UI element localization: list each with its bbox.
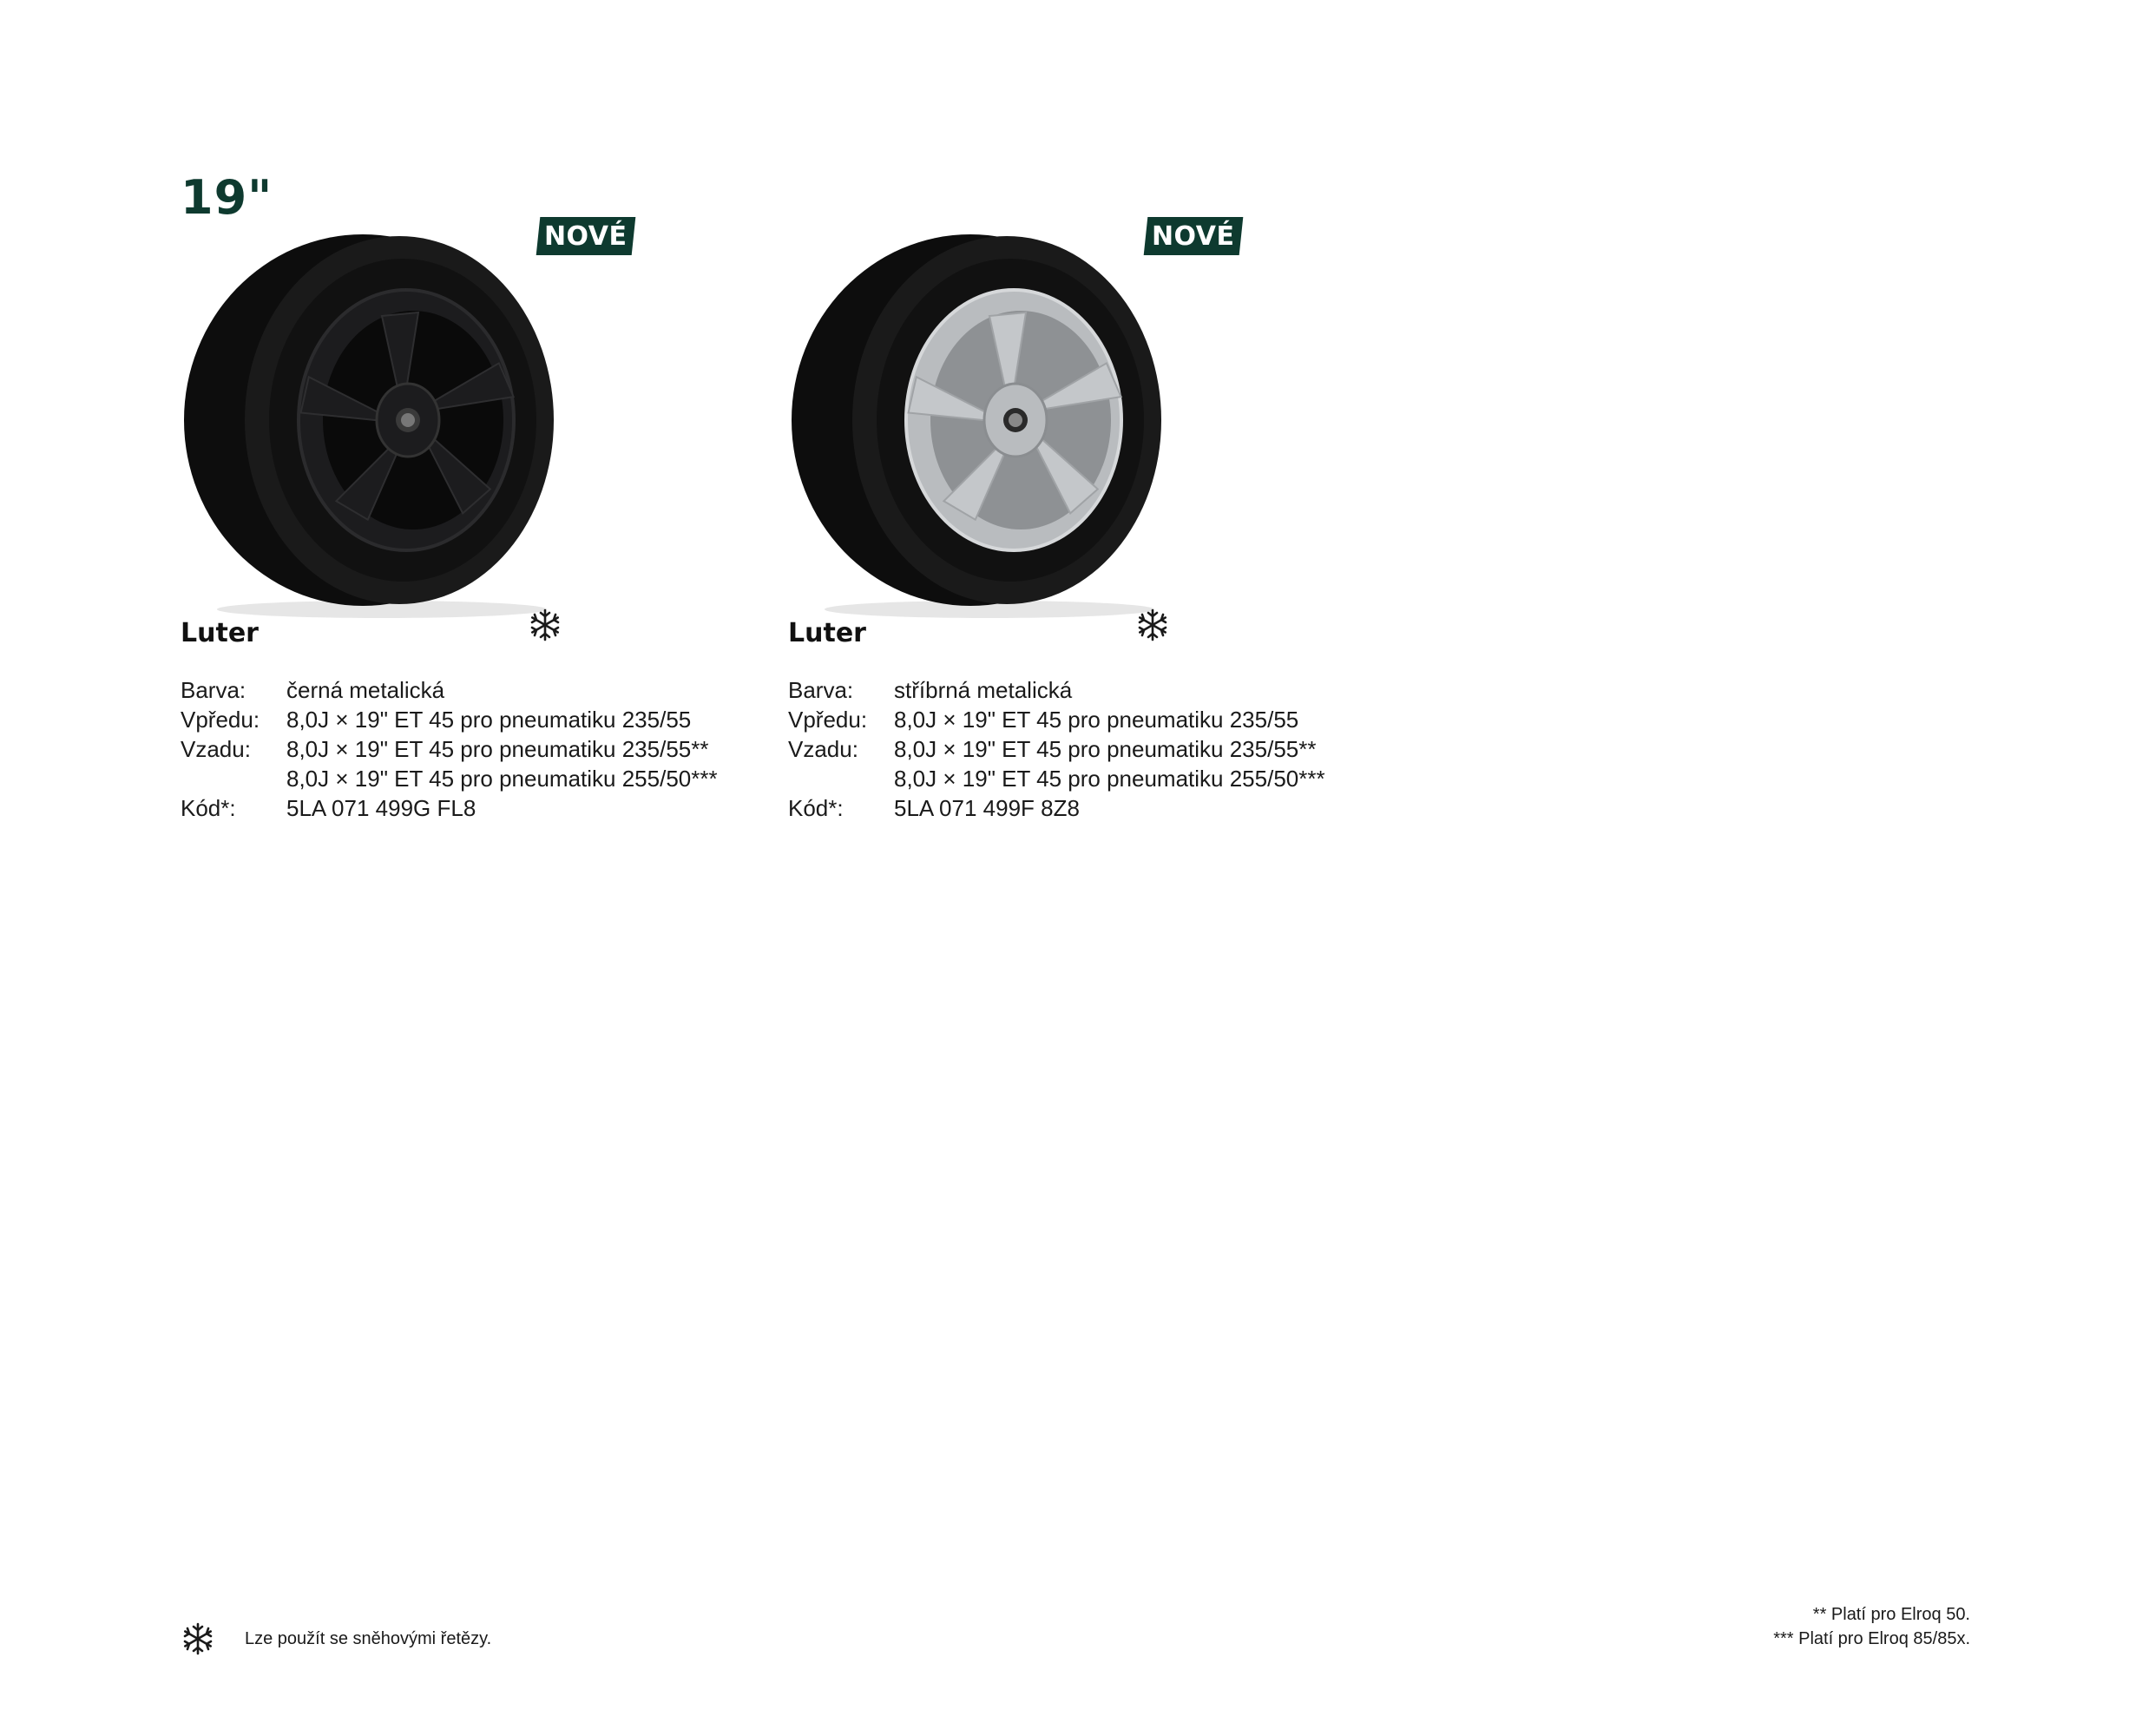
wheel-card-silver [788, 217, 1378, 825]
footnotes [1773, 1602, 1970, 1651]
spec-row-code: Kód*: 5LA 071 499F 8Z8 [788, 795, 1080, 821]
wheel-image [788, 224, 1170, 625]
spec-row-color: Barva: stříbrná metalická [788, 677, 1073, 703]
spec-row-color: Barva: černá metalická [181, 677, 445, 703]
footnote-double-star: ** Platí pro Elroq 50. [1812, 1605, 1970, 1624]
legend [181, 1621, 491, 1656]
legend-text: Lze použít se sněhovými řetězy. [245, 1628, 492, 1648]
wheel-card-black [181, 217, 771, 825]
wheel-name: Luter [788, 618, 866, 648]
spec-list [788, 675, 1325, 823]
spec-list [181, 675, 718, 823]
footnote-triple-star: *** Platí pro Elroq 85/85x. [1773, 1629, 1970, 1648]
new-badge: NOVÉ [1144, 217, 1244, 255]
size-heading: 19" [181, 170, 273, 225]
wheel-name: Luter [181, 618, 259, 648]
wheel-image [181, 224, 562, 625]
spec-row-code: Kód*: 5LA 071 499G FL8 [181, 795, 476, 821]
snowflake-icon [181, 1621, 215, 1656]
spec-row-rear-alt: 8,0J × 19" ET 45 pro pneumatiku 255/50*** [286, 766, 718, 792]
spec-row-front: Vpředu: 8,0J × 19" ET 45 pro pneumatiku 235/55 [788, 707, 1299, 733]
snowflake-icon [1135, 608, 1170, 642]
spec-row-rear: Vzadu: 8,0J × 19" ET 45 pro pneumatiku 235/55** [788, 736, 1317, 762]
spec-row-rear-alt: 8,0J × 19" ET 45 pro pneumatiku 255/50*** [894, 766, 1325, 792]
spec-row-front: Vpředu: 8,0J × 19" ET 45 pro pneumatiku 235/55 [181, 707, 692, 733]
spec-row-rear: Vzadu: 8,0J × 19" ET 45 pro pneumatiku 235/55** [181, 736, 709, 762]
new-badge: NOVÉ [536, 217, 636, 255]
snowflake-icon [528, 608, 562, 642]
